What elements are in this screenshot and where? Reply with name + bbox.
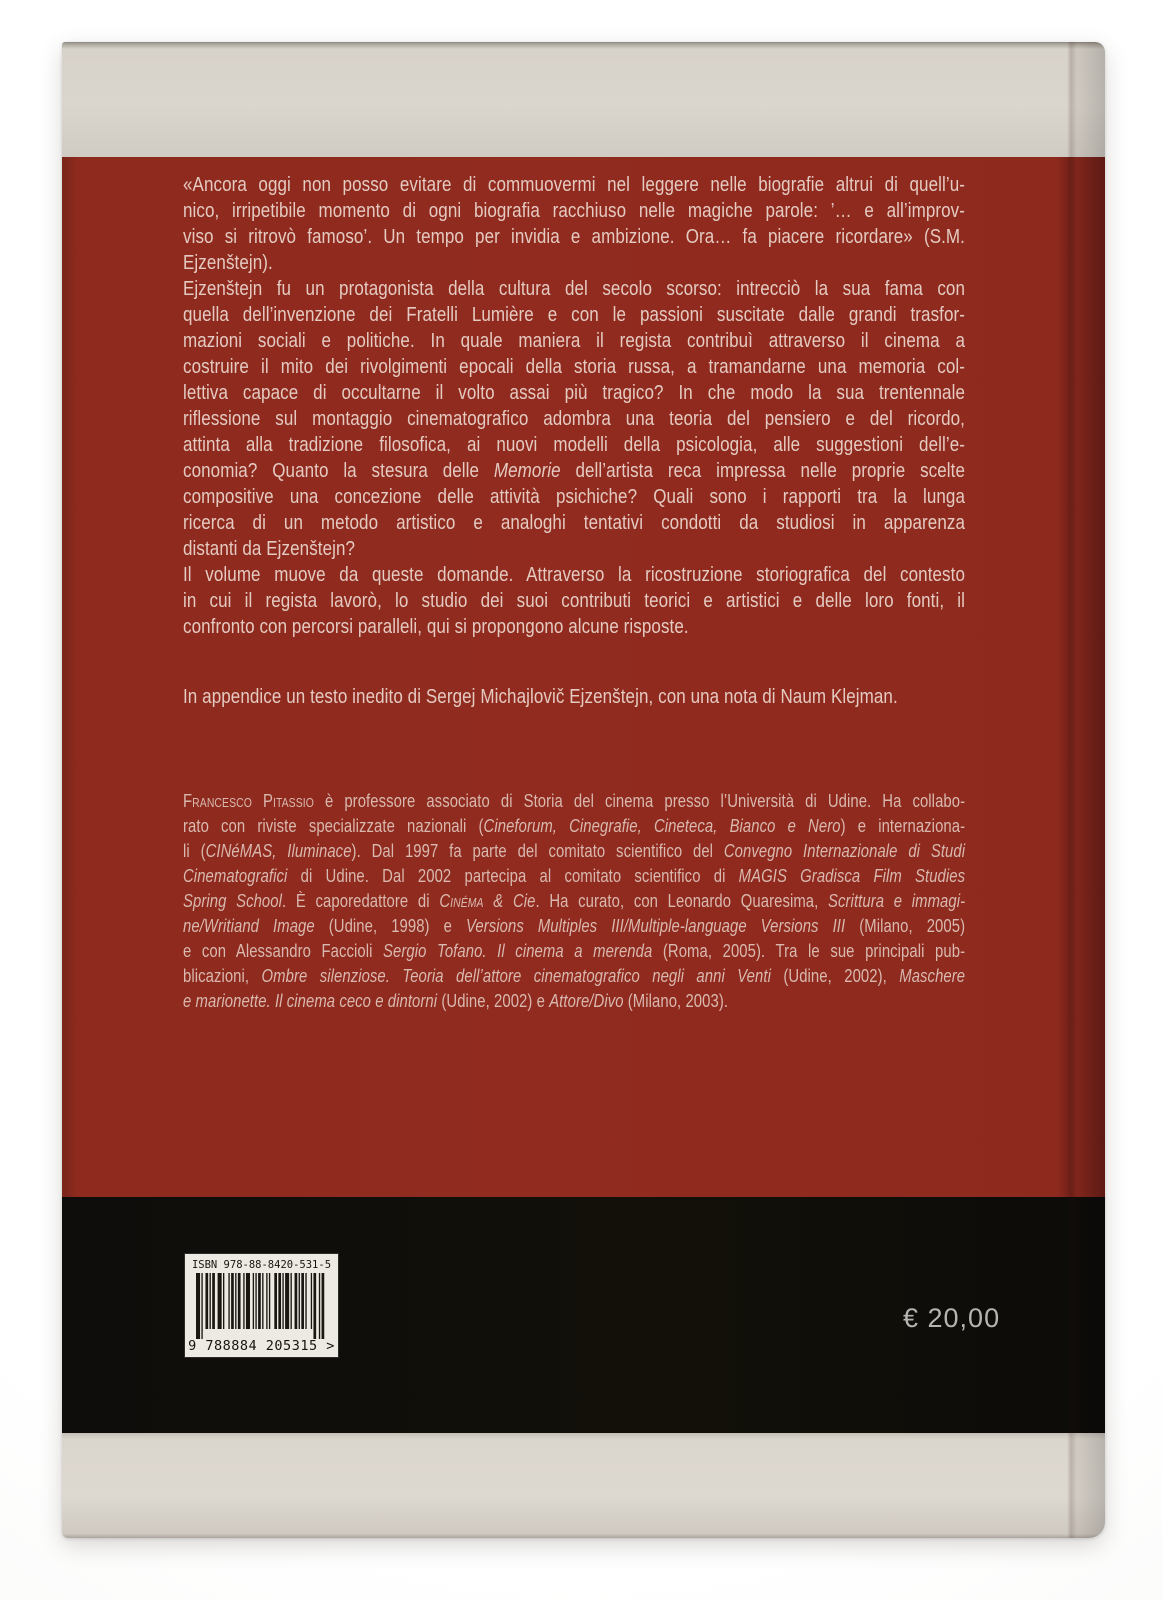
appendix-note (183, 684, 965, 710)
cover-black-band (62, 1197, 1105, 1433)
barcode-digits: 9 788884 205315 > (188, 1338, 335, 1354)
text-line: conomia? Quanto la stesura delle Memorie dell’artista reca impressa nelle proprie scelte (183, 460, 965, 482)
text-line: Cinematografici di Udine. Dal 2002 partecipa al comitato scientifico di MAGIS Gradisca Film Studies (183, 865, 966, 886)
text-line: costruire il mito dei rivolgimenti epocali della storia russa, a tramandarne una memoria col- (183, 356, 965, 378)
text-line: Ejzenštejn). (183, 252, 273, 274)
text-line: blicazioni, Ombre silenziose. Teoria dell’attore cinematografico negli anni Venti (Udine, 2002), Maschere (183, 965, 966, 986)
text-line: ricerca di un metodo artistico e analoghi tentativi condotti da studiosi in apparenza (183, 512, 965, 534)
barcode-label (185, 1254, 338, 1357)
isbn-text: ISBN 978-88-8420-531-5 (191, 1259, 332, 1271)
text-line: quella dell’invenzione dei Fratelli Lumière e con le passioni suscitate dalle grandi trasfor- (183, 304, 965, 326)
text-line: Ejzenštejn fu un protagonista della cultura del secolo scorso: intrecciò la sua fama con (183, 278, 965, 300)
text-line: «Ancora oggi non posso evitare di commuovermi nel leggere nelle biografie altrui di quell’u- (183, 174, 965, 196)
text-line: compositive una concezione delle attività psichiche? Quali sono i rapporti tra la lunga (183, 486, 965, 508)
text-line: in cui il regista lavorò, lo studio dei suoi contributi teorici e artistici e delle loro fonti, il (183, 590, 965, 612)
text-line: confronto con percorsi paralleli, qui si propongono alcune risposte. (183, 616, 689, 638)
text-line: In appendice un testo inedito di Sergej Michajlovič Ejzenštejn, con una nota di Naum Klejman. (183, 686, 898, 708)
author-bio (183, 788, 965, 1013)
text-line: distanti da Ejzenštejn? (183, 538, 356, 560)
text-line: lettiva capace di occultarne il volto assai più tragico? In che modo la sua trentennale (183, 382, 965, 404)
text-line: li (CINéMAS, Iluminace). Dal 1997 fa parte del comitato scientifico del Convegno Internazionale di Studi (183, 840, 966, 861)
text-line: rato con riviste specializzate nazionali (Cineforum, Cinegrafie, Cineteca, Bianco e Nero) e internaziona- (183, 815, 966, 836)
cover-top-edge (62, 42, 1105, 157)
text-line: riflessione sul montaggio cinematografico adombra una teoria del pensiero e del ricordo, (183, 408, 965, 430)
text-line: nico, irripetibile momento di ogni biografia racchiuso nelle magiche parole: ’… e all’improv- (183, 200, 965, 222)
price-label: € 20,00 (903, 1303, 1001, 1333)
text-line: Il volume muove da queste domande. Attraverso la ricostruzione storiografica del contesto (183, 564, 965, 586)
text-line: e marionette. Il cinema ceco e dintorni (Udine, 2002) e Attore/Divo (Milano, 2003). (183, 990, 729, 1011)
barcode-icon (193, 1273, 330, 1339)
cover-bottom-edge (62, 1433, 1105, 1538)
text-line: viso si ritrovò famoso’. Un tempo per invidia e ambizione. Ora… fa piacere ricordare» (S.M. (183, 226, 965, 248)
text-line: Francesco Pitassio è professore associato di Storia del cinema presso l’Università di Udine. Ha collabo- (183, 790, 966, 811)
blurb-text (183, 172, 965, 640)
text-line: e con Alessandro Faccioli Sergio Tofano. Il cinema a merenda (Roma, 2005). Tra le sue principali pub- (183, 940, 966, 961)
cover-red-panel (62, 157, 1105, 1239)
text-line: mazioni sociali e politiche. In quale maniera il regista contribuì attraverso il cinema a (183, 330, 965, 352)
book-back-cover (62, 42, 1105, 1538)
text-line: attinta alla tradizione filosofica, ai nuovi modelli della psicologia, alle suggestioni dell’e- (183, 434, 965, 456)
text-line: ne/Writiand Image (Udine, 1998) e Versions Multiples III/Multiple-language Versions III (Milano, 2005) (183, 915, 966, 936)
text-line: Spring School. È caporedattore di Cinéma & Cie. Ha curato, con Leonardo Quaresima, Scrittura e immagi- (183, 890, 966, 911)
